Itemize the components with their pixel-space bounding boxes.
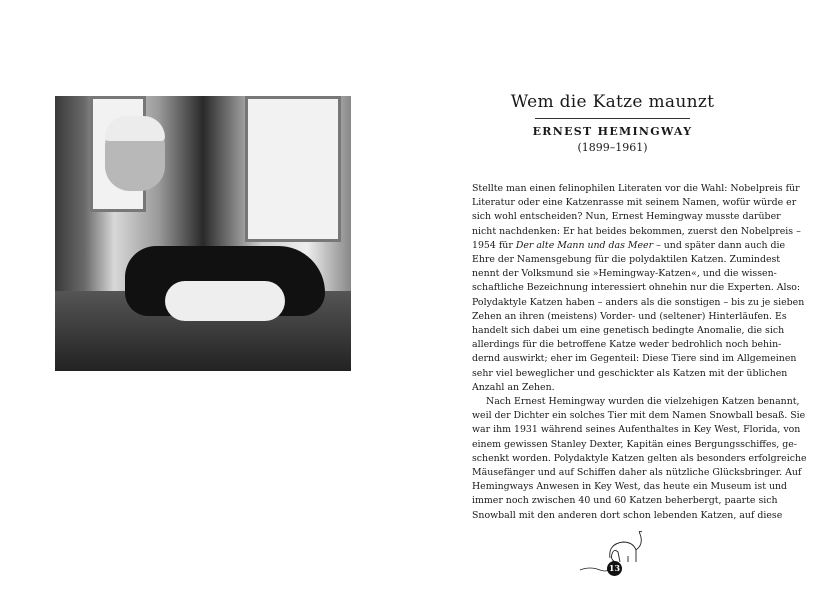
window (245, 96, 341, 242)
text-line: handelt sich dabei um eine genetisch bedingte Anomalie, die sich (472, 325, 785, 337)
author-years: (1899–1961) (577, 141, 648, 154)
text-line: Snowball mit den anderen dort schon lebenden Katzen, auf diese (472, 509, 783, 521)
text-line: Literatur oder eine Katzenrasse mit seinem Namen, wofür würde er (472, 197, 797, 209)
person-hair (105, 116, 165, 141)
text-line: nennt der Volksmund sie »Hemingway-Katzen«, und die wissen- (472, 268, 777, 280)
page-number: 13 (607, 561, 622, 576)
author-name: ERNEST HEMINGWAY (532, 125, 693, 138)
text-line: Zehen an ihren (meistens) Vorder- und (seltener) Hinterläufen. Es (472, 310, 787, 322)
text-line: Hemingways Anwesen in Key West, das heute ein Museum ist und (472, 481, 788, 493)
cat-white-patch (165, 281, 285, 321)
text-line: immer noch zwischen 40 und 60 Katzen beherbergt, paarte sich (472, 495, 778, 507)
text-line: nicht nachdenken: Er hat beides bekommen, zuerst den Nobelpreis – (472, 225, 801, 237)
text-line: einem gewissen Stanley Dexter, Kapitän eines Bergungsschiffes, ge- (472, 438, 797, 450)
text-line: 1954 für Der alte Mann und das Meer – und später dann auch die (472, 239, 786, 251)
text-line: Ehre der Namensgebung für die polydaktilen Katzen. Zumindest (472, 254, 781, 266)
text-line: Polydaktyle Katzen haben – anders als die sonstigen – bis zu je sieben (472, 296, 805, 308)
text-line: war ihm 1931 während seines Aufenthaltes in Key West, Florida, von (472, 424, 801, 436)
text-line: sehr viel beweglicher und geschickter als Katzen mit der üblichen (472, 367, 788, 379)
text-line: dernd auswirkt; eher im Gegenteil: Diese Tiere sind im Allgemeinen (472, 353, 797, 365)
title-divider (535, 118, 690, 119)
text-line: schaftliche Bezeichnung interessiert ohnehin nur die Experten. Also: (472, 282, 801, 294)
text-line: sich wohl entscheiden? Nun, Ernest Hemingway musste darüber (472, 211, 781, 223)
text-line: Mäusefänger und auf Schiffen daher als nützliche Glücksbringer. Auf (472, 467, 802, 479)
text-line: allerdings für die betroffene Katze weder bedrohlich noch behin- (472, 339, 782, 351)
text-line: Stellte man einen felinophilen Literaten vor die Wahl: Nobelpreis für (472, 183, 800, 194)
body-text (472, 182, 807, 523)
hemingway-photo (55, 96, 351, 371)
text-line: weil der Dichter ein solches Tier mit dem Namen Snowball besaß. Sie (472, 410, 806, 422)
text-line: Nach Ernest Hemingway wurden die vielzehigen Katzen benannt, (486, 396, 800, 408)
chapter-title: Wem die Katze maunzt (510, 92, 715, 112)
text-line: schenkt worden. Polydaktyle Katzen gelten als besonders erfolgreiche (472, 452, 807, 464)
text-line: Anzahl an Zehen. (472, 381, 555, 393)
